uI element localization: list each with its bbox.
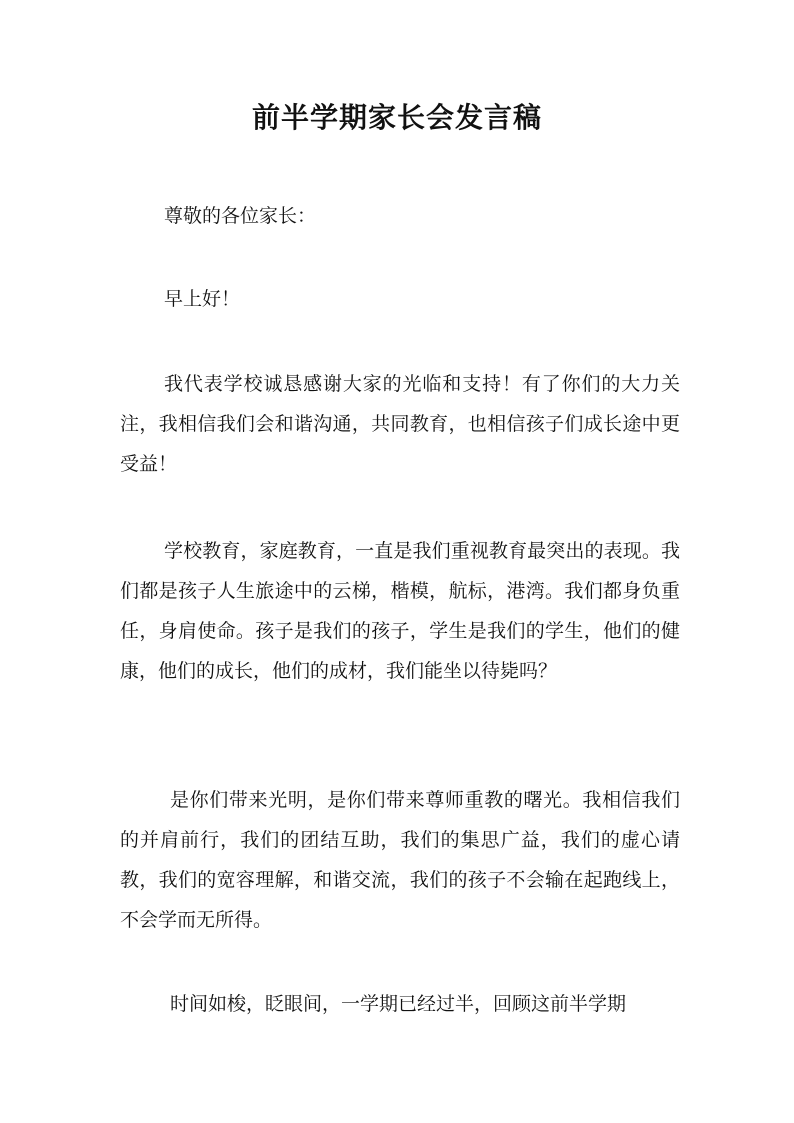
body-paragraph-education: 学校教育，家庭教育，一直是我们重视教育最突出的表现。我们都是孩子人生旅途中的云梯，楷模，航标，港湾。我们都身负重任，身肩使命。孩子是我们的孩子，学生是我们的学生，他们的健康，他们的成长，他们的成材，我们能坐以待毙吗？ xyxy=(120,540,680,682)
document-title: 前半学期家长会发言稿 xyxy=(251,101,542,134)
body-paragraph-review: 时间如梭，眨眼间，一学期已经过半，回顾这前半学期 xyxy=(170,993,627,1015)
greeting-paragraph: 尊敬的各位家长： xyxy=(164,205,317,227)
body-paragraph-thanks: 我代表学校诚恳感谢大家的光临和支持！有了你们的大力关注，我相信我们会和谐沟通，共同教育，也相信孩子们成长途中更受益！ xyxy=(120,373,680,475)
body-paragraph-cooperation: 是你们带来光明，是你们带来尊师重教的曙光。我相信我们的并肩前行，我们的团结互助，我们的集思广益，我们的虚心请教，我们的宽容理解，和谐交流，我们的孩子不会输在起跑线上，不会学而无所得。 xyxy=(120,789,680,931)
morning-greeting-paragraph: 早上好！ xyxy=(164,288,241,310)
